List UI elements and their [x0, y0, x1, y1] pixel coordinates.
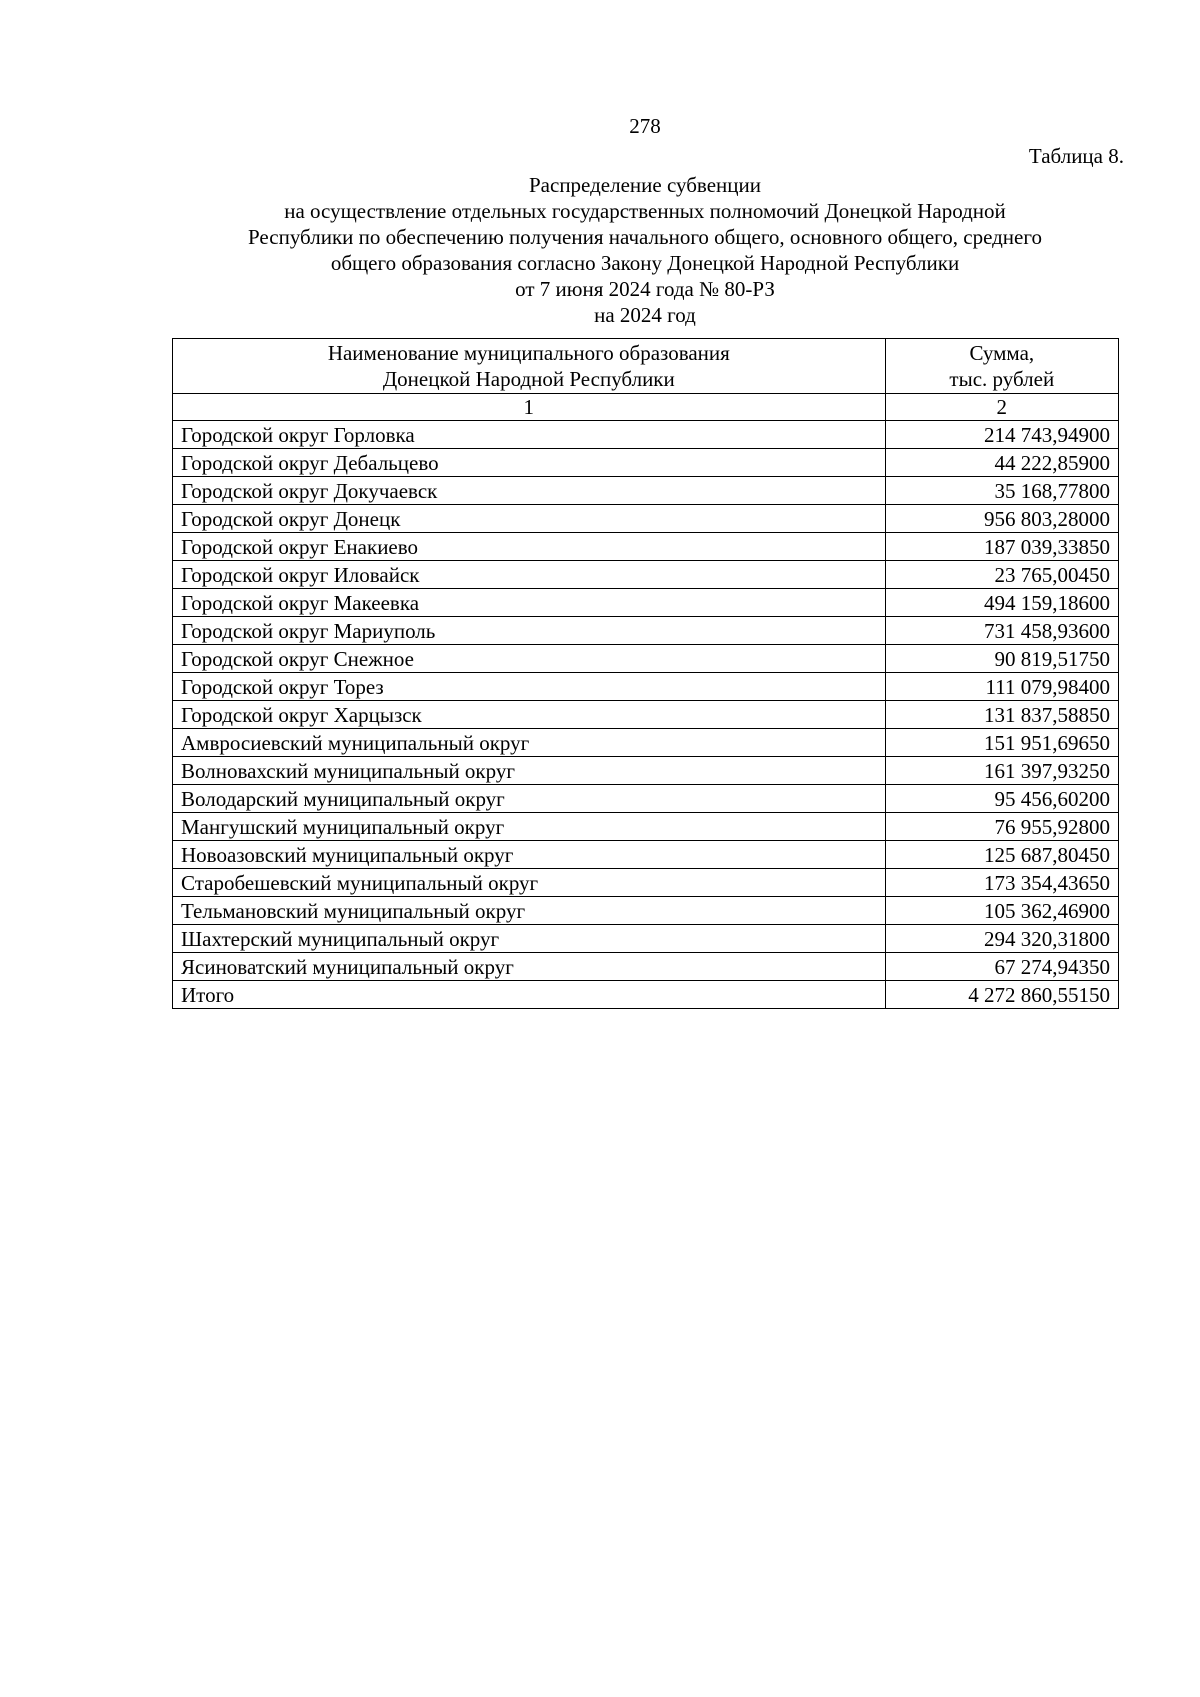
municipality-name: Городской округ Харцызск — [173, 701, 886, 729]
column-number: 1 — [173, 394, 886, 421]
table-row — [173, 757, 1119, 785]
column-number: 2 — [885, 394, 1118, 421]
subvention-sum: 111 079,98400 — [885, 673, 1118, 701]
title-line: Республики по обеспечению получения начального общего, основного общего, среднего — [248, 225, 1042, 249]
table-row — [173, 617, 1119, 645]
subvention-sum: 131 837,58850 — [885, 701, 1118, 729]
table-row — [173, 729, 1119, 757]
title-line: от 7 июня 2024 года № 80-РЗ — [515, 277, 775, 301]
table-header-row — [173, 339, 1119, 394]
table-row — [173, 925, 1119, 953]
page-number: 278 — [629, 114, 661, 138]
table-row — [173, 701, 1119, 729]
municipality-name: Городской округ Горловка — [173, 421, 886, 449]
subvention-sum: 151 951,69650 — [885, 729, 1118, 757]
municipality-name: Городской округ Докучаевск — [173, 477, 886, 505]
subvention-sum: 105 362,46900 — [885, 897, 1118, 925]
municipality-name: Городской округ Иловайск — [173, 561, 886, 589]
subvention-sum: 161 397,93250 — [885, 757, 1118, 785]
table-label: Таблица 8. — [1028, 144, 1124, 168]
municipality-name: Ясиноватский муниципальный округ — [173, 953, 886, 981]
municipality-name: Городской округ Дебальцево — [173, 449, 886, 477]
table-body — [173, 421, 1119, 1009]
municipality-name: Волновахский муниципальный округ — [173, 757, 886, 785]
table-row — [173, 813, 1119, 841]
subvention-sum: 95 456,60200 — [885, 785, 1118, 813]
subvention-sum: 294 320,31800 — [885, 925, 1118, 953]
municipality-name: Мангушский муниципальный округ — [173, 813, 886, 841]
table-row — [173, 645, 1119, 673]
table-row — [173, 673, 1119, 701]
table-row — [173, 869, 1119, 897]
table-row — [173, 421, 1119, 449]
table-row — [173, 477, 1119, 505]
header-municipality-line1: Наименование муниципального образования — [327, 341, 730, 365]
title-line: общего образования согласно Закону Донецкой Народной Республики — [330, 251, 960, 275]
subvention-sum: 44 222,85900 — [885, 449, 1118, 477]
subvention-sum: 731 458,93600 — [885, 617, 1118, 645]
column-number-row — [173, 394, 1119, 421]
subvention-sum: 35 168,77800 — [885, 477, 1118, 505]
subvention-sum: 67 274,94350 — [885, 953, 1118, 981]
title-line: на осуществление отдельных государственных полномочий Донецкой Народной — [284, 199, 1006, 223]
subvention-table — [172, 338, 1119, 1009]
subvention-sum: 173 354,43650 — [885, 869, 1118, 897]
municipality-name: Старобешевский муниципальный округ — [173, 869, 886, 897]
municipality-name: Городской округ Торез — [173, 673, 886, 701]
table-row — [173, 561, 1119, 589]
table-row — [173, 953, 1119, 981]
table-row — [173, 785, 1119, 813]
subvention-sum: 214 743,94900 — [885, 421, 1118, 449]
total-label: Итого — [173, 981, 886, 1009]
header-sum — [885, 339, 1118, 394]
table-row — [173, 841, 1119, 869]
subvention-sum: 956 803,28000 — [885, 505, 1118, 533]
table-row — [173, 897, 1119, 925]
table-row — [173, 589, 1119, 617]
municipality-name: Шахтерский муниципальный округ — [173, 925, 886, 953]
municipality-name: Городской округ Донецк — [173, 505, 886, 533]
table-row — [173, 505, 1119, 533]
subvention-sum: 76 955,92800 — [885, 813, 1118, 841]
municipality-name: Тельмановский муниципальный округ — [173, 897, 886, 925]
table-row — [173, 449, 1119, 477]
title-line: на 2024 год — [594, 303, 696, 327]
municipality-name: Городской округ Снежное — [173, 645, 886, 673]
municipality-name: Городской округ Енакиево — [173, 533, 886, 561]
table-row — [173, 533, 1119, 561]
header-municipality — [173, 339, 886, 394]
header-municipality-line2: Донецкой Народной Республики — [382, 367, 675, 391]
municipality-name: Городской округ Макеевка — [173, 589, 886, 617]
municipality-name: Новоазовский муниципальный округ — [173, 841, 886, 869]
header-sum-line2: тыс. рублей — [949, 367, 1055, 391]
municipality-name: Амвросиевский муниципальный округ — [173, 729, 886, 757]
total-row — [173, 981, 1119, 1009]
subvention-sum: 187 039,33850 — [885, 533, 1118, 561]
subvention-sum: 23 765,00450 — [885, 561, 1118, 589]
title-line: Распределение субвенции — [529, 173, 761, 197]
document-title — [172, 172, 1118, 328]
subvention-sum: 494 159,18600 — [885, 589, 1118, 617]
subvention-sum: 90 819,51750 — [885, 645, 1118, 673]
header-sum-line1: Сумма, — [969, 341, 1035, 365]
total-sum: 4 272 860,55150 — [885, 981, 1118, 1009]
municipality-name: Володарский муниципальный округ — [173, 785, 886, 813]
municipality-name: Городской округ Мариуполь — [173, 617, 886, 645]
subvention-sum: 125 687,80450 — [885, 841, 1118, 869]
